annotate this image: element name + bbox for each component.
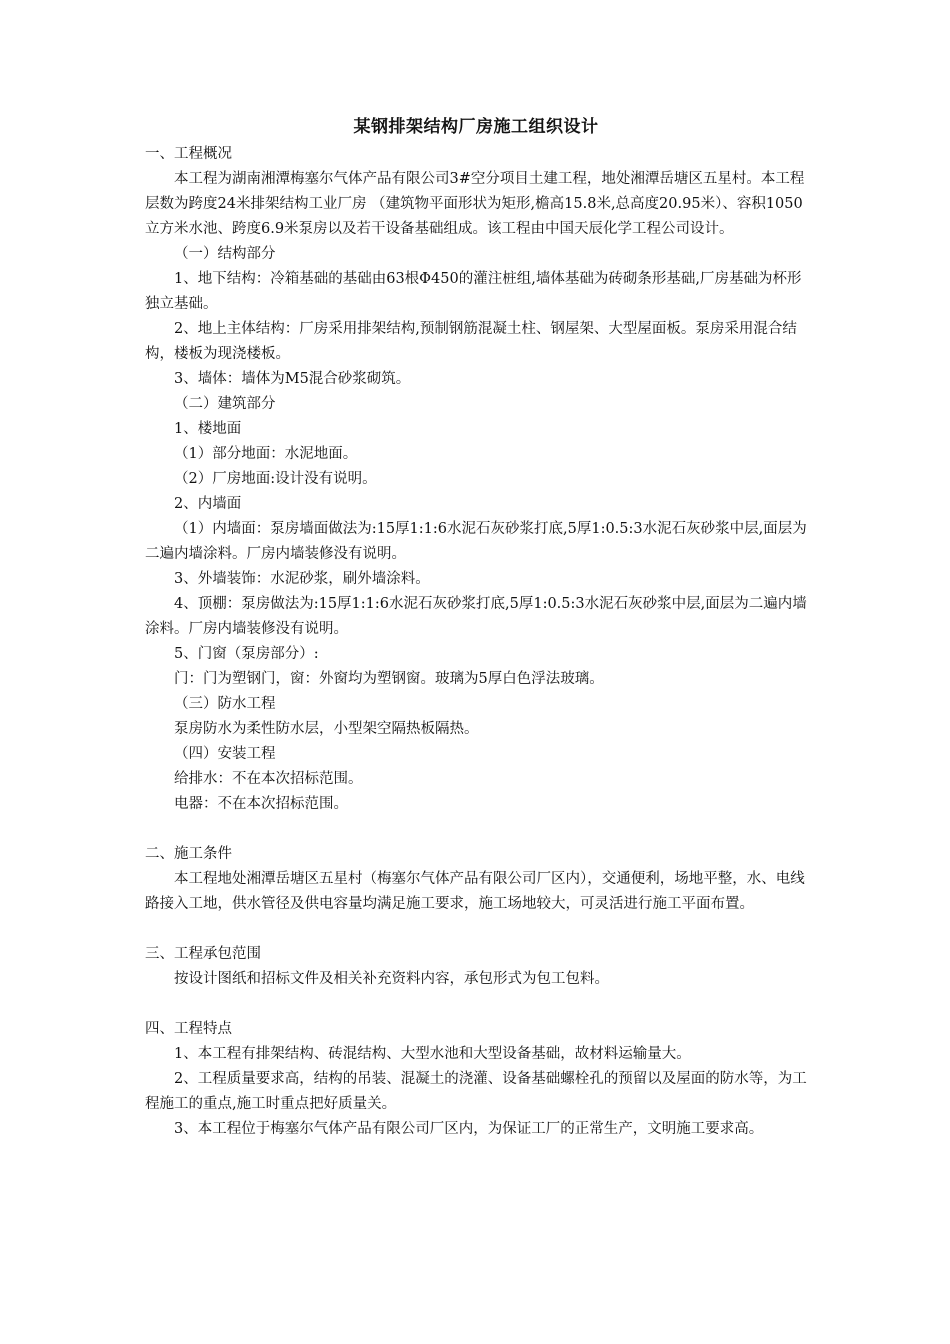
spacer: [145, 917, 807, 942]
spacer: [145, 992, 807, 1017]
ceiling-item: 4、顶棚：泵房做法为:15厚1:1:6水泥石灰砂浆打底,5厚1:0.5:3水泥石灰砂浆中层,面层为二遍内墙涂料。厂房内墙装修没有说明。: [145, 596, 807, 637]
architecture-heading: （二）建筑部分: [174, 396, 276, 412]
doors-heading: 5、门窗（泵房部分）:: [174, 646, 319, 662]
section-2-text: 本工程地处湘潭岳塘区五星村（梅塞尔气体产品有限公司厂区内），交通便利，场地平整，水、电线路接入工地，供水管径及供电容量均满足施工要求，施工场地较大，可灵活进行施工平面布置。: [145, 871, 805, 912]
structure-heading: （一）结构部分: [174, 246, 276, 262]
floor-heading: 1、楼地面: [174, 421, 242, 437]
floor-item-2: （2）厂房地面:设计没有说明。: [174, 471, 377, 487]
document-title: 某钢排架结构厂房施工组织设计: [353, 117, 599, 137]
document-page: [145, 112, 807, 1142]
installation-item-2: 电器：不在本次招标范围。: [174, 796, 348, 812]
installation-item-1: 给排水：不在本次招标范围。: [174, 771, 363, 787]
waterproof-heading: （三）防水工程: [174, 696, 276, 712]
floor-item-1: （1）部分地面：水泥地面。: [174, 446, 358, 462]
exterior-wall-item: 3、外墙装饰：水泥砂浆，刷外墙涂料。: [174, 571, 430, 587]
waterproof-text: 泵房防水为柔性防水层，小型架空隔热板隔热。: [174, 721, 479, 737]
structure-item-1: 1、地下结构：冷箱基础的基础由63根Φ450的灌注桩组,墙体基础为砖砌条形基础,厂房基础为杯形独立基础。: [145, 271, 802, 312]
section-3-text: 按设计图纸和招标文件及相关补充资料内容，承包形式为包工包料。: [174, 971, 609, 987]
section-2-heading: 二、施工条件: [145, 846, 232, 862]
section-4-item-2: 2、工程质量要求高，结构的吊装、混凝土的浇灌、设备基础螺栓孔的预留以及屋面的防水等，为工程施工的重点,施工时重点把好质量关。: [145, 1071, 807, 1112]
section-4-item-3: 3、本工程位于梅塞尔气体产品有限公司厂区内，为保证工厂的正常生产，文明施工要求高。: [174, 1121, 764, 1137]
installation-heading: （四）安装工程: [174, 746, 276, 762]
section-1-intro: 本工程为湖南湘潭梅塞尔气体产品有限公司3#空分项目土建工程，地处湘潭岳塘区五星村。本工程层数为跨度24米排架结构工业厂房 （建筑物平面形状为矩形,檐高15.8米,总高度20.95米）、容积1050立方米水池、跨度6.9米泵房以及若干设备基础组成。该工程由中国天辰化学工程公司设计。: [145, 171, 805, 237]
interior-wall-item-1: （1）内墙面：泵房墙面做法为:15厚1:1:6水泥石灰砂浆打底,5厚1:0.5:3水泥石灰砂浆中层,面层为二遍内墙涂料。厂房内墙装修没有说明。: [145, 521, 807, 562]
structure-item-2: 2、地上主体结构：厂房采用排架结构,预制钢筋混凝土柱、钢屋架、大型屋面板。泵房采用混合结构，楼板为现浇楼板。: [145, 321, 797, 362]
section-3-heading: 三、工程承包范围: [145, 946, 261, 962]
structure-item-3: 3、墙体：墙体为M5混合砂浆砌筑。: [174, 371, 411, 387]
section-4-item-1: 1、本工程有排架结构、砖混结构、大型水池和大型设备基础，故材料运输量大。: [174, 1046, 691, 1062]
doors-text: 门：门为塑钢门，窗：外窗均为塑钢窗。玻璃为5厚白色浮法玻璃。: [174, 671, 604, 687]
section-4-heading: 四、工程特点: [145, 1021, 232, 1037]
section-1-heading: 一、工程概况: [145, 146, 232, 162]
spacer: [145, 817, 807, 842]
interior-wall-heading: 2、内墙面: [174, 496, 242, 512]
